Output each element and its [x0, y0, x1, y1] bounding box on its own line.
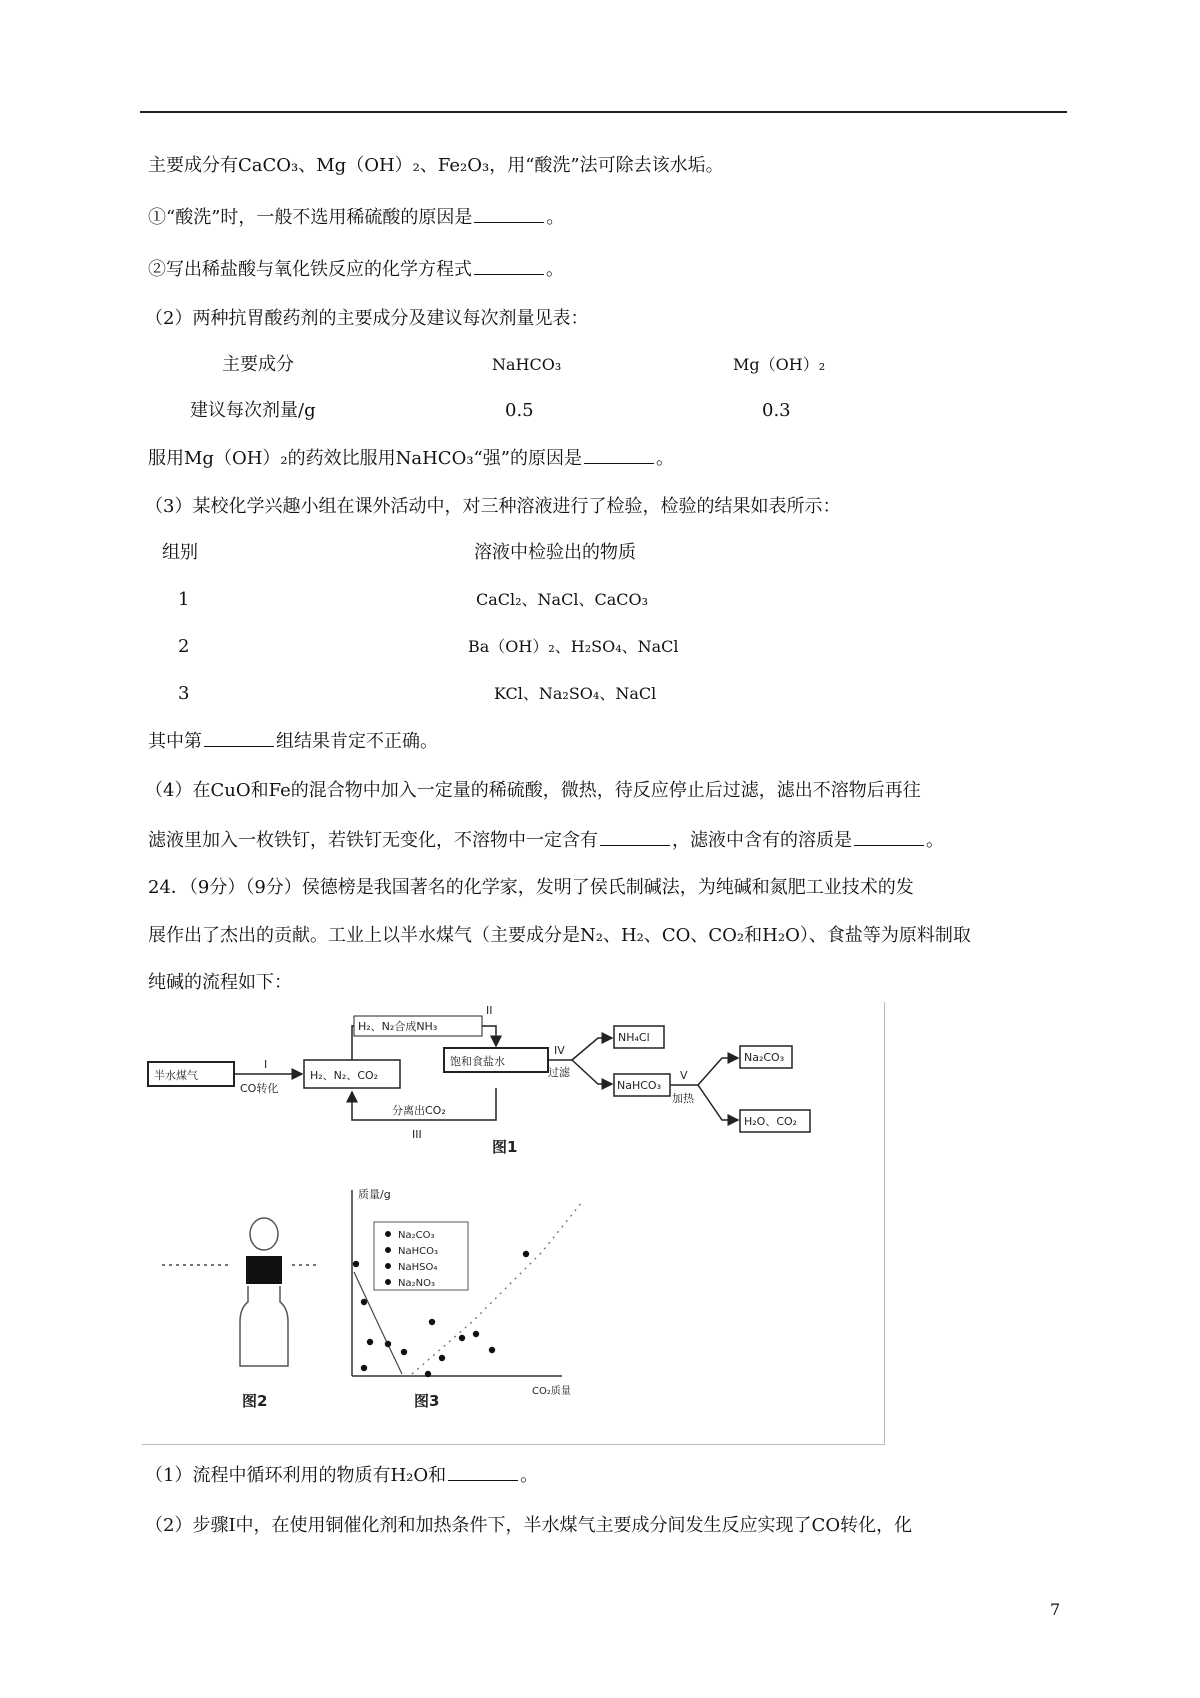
question-3-ask: 其中第 组结果肯定不正确。 [148, 731, 438, 752]
flow-step-5-label: 加热 [672, 1092, 694, 1105]
table2-group: 2 [178, 636, 190, 657]
flow-arrow [572, 1038, 612, 1060]
table1-header-2: NaHCO₃ [492, 355, 562, 374]
table2-substances: KCl、Na₂SO₄、NaCl [494, 684, 657, 703]
table2-substances: CaCl₂、NaCl、CaCO₃ [476, 590, 649, 609]
flow-box-gas-label: H₂、N₂、CO₂ [310, 1069, 379, 1082]
flow-arrow [698, 1085, 738, 1120]
answer-blank[interactable] [584, 447, 654, 464]
process-figure [142, 1002, 885, 1445]
question-2-ask: 服用Mg（OH）₂的药效比服用NaHCO₃“强”的原因是 。 [148, 448, 674, 469]
flow-box-synthesis-label: H₂、N₂合成NH₃ [358, 1020, 438, 1033]
apparatus-bottle [240, 1286, 288, 1366]
page-number: 7 [1050, 1600, 1061, 1619]
question-1-2: ②写出稀盐酸与氧化铁反应的化学方程式 。 [148, 259, 564, 280]
table1-header-3: Mg（OH）₂ [733, 355, 826, 374]
graph-x-label: CO₂质量 [532, 1386, 571, 1397]
graph-points [353, 1251, 529, 1377]
graph-point [523, 1251, 529, 1257]
table2-group: 1 [178, 589, 190, 610]
question-2: （2）两种抗胃酸药剂的主要成分及建议每次剂量见表： [145, 308, 589, 329]
question-24-line1: 24．（9分）（9分）侯德榜是我国著名的化学家，发明了侯氏制碱法，为纯碱和氮肥工业技术的发 [148, 877, 914, 898]
figure-1-caption: 图1 [492, 1138, 518, 1156]
question-4: （4）在CuO和Fe的混合物中加入一定量的稀硫酸，微热，待反应停止后过滤，滤出不溶物后再往 [145, 780, 921, 801]
graph-point [489, 1347, 495, 1353]
flow-step-1-label: CO转化 [240, 1082, 279, 1095]
graph-point [353, 1261, 359, 1267]
graph-point [361, 1299, 367, 1305]
answer-blank[interactable] [204, 730, 274, 747]
graph-y-label: 质量/g [358, 1188, 391, 1201]
table2-substances: Ba（OH）₂、H₂SO₄、NaCl [468, 637, 679, 656]
legend-entry: NaHCO₃ [398, 1246, 438, 1257]
apparatus-funnel [250, 1218, 278, 1250]
graph-point [361, 1365, 367, 1371]
legend-marker [385, 1247, 391, 1253]
legend-entry: Na₂NO₃ [398, 1278, 435, 1289]
table2-header-2: 溶液中检验出的物质 [474, 542, 636, 563]
legend-entry: NaHSO₄ [398, 1262, 438, 1273]
curve-rise [412, 1202, 582, 1374]
graph-point [429, 1319, 435, 1325]
figure-3-caption: 图3 [414, 1392, 440, 1410]
question-3: （3）某校化学兴趣小组在课外活动中，对三种溶液进行了检验，检验的结果如表所示： [145, 496, 841, 517]
table2-group: 3 [178, 683, 190, 704]
table1-value-1: 0.5 [505, 400, 534, 421]
flow-step-1: I [264, 1058, 268, 1071]
graph-point [459, 1335, 465, 1341]
question-24-line2: 展作出了杰出的贡献。工业上以半水煤气（主要成分是N₂、H₂、CO、CO₂和H₂O）、食盐等为原料制取 [148, 925, 971, 946]
flow-box-na2co3-label: Na₂CO₃ [744, 1051, 785, 1064]
figure-2-caption: 图2 [242, 1392, 268, 1410]
graph-point [385, 1341, 391, 1347]
question-1-1: ①“酸洗”时，一般不选用稀硫酸的原因是 。 [148, 207, 565, 228]
legend-marker [385, 1263, 391, 1269]
graph-point [473, 1331, 479, 1337]
flow-box-water-co2-label: H₂O、CO₂ [744, 1115, 798, 1128]
header-rule [140, 111, 1067, 113]
answer-blank[interactable] [854, 829, 924, 846]
flow-arrow [698, 1058, 738, 1085]
legend-entry: Na₂CO₃ [398, 1230, 435, 1241]
table1-value-2: 0.3 [762, 400, 791, 421]
table2-header-1: 组别 [162, 542, 198, 563]
answer-blank[interactable] [474, 206, 544, 223]
graph-point [425, 1371, 431, 1377]
answer-blank[interactable] [474, 258, 544, 275]
legend-marker [385, 1279, 391, 1285]
flow-step-4-label: 过滤 [548, 1066, 570, 1079]
graph-point [439, 1355, 445, 1361]
flow-box-brine-label: 饱和食盐水 [450, 1055, 505, 1068]
graph-point [367, 1339, 373, 1345]
flow-step-4: IV [554, 1044, 565, 1057]
flow-step-2: II [486, 1004, 493, 1017]
table1-row-label: 建议每次剂量/g [190, 400, 316, 421]
question-4-ask: 滤液里加入一枚铁钉，若铁钉无变化，不溶物中一定含有 ，滤液中含有的溶质是 。 [148, 830, 944, 851]
answer-blank[interactable] [600, 829, 670, 846]
flow-box-nahco3-label: NaHCO₃ [617, 1079, 661, 1092]
answer-blank[interactable] [448, 1464, 518, 1481]
text-line-1: 主要成分有CaCO₃、Mg（OH）₂、Fe₂O₃，用“酸洗”法可除去该水垢。 [148, 155, 724, 176]
sub-question-1: （1）流程中循环利用的物质有H₂O和 。 [145, 1465, 539, 1486]
graph-point [401, 1349, 407, 1355]
flow-box-separation-label: 分离出CO₂ [392, 1104, 446, 1117]
question-24-line3: 纯碱的流程如下： [148, 972, 292, 993]
flow-box-nh4cl-label: NH₄Cl [618, 1031, 650, 1044]
apparatus-stopper [246, 1256, 282, 1284]
flow-box-feed-label: 半水煤气 [154, 1069, 198, 1082]
flow-arrow [572, 1060, 612, 1084]
flow-step-3: III [412, 1128, 422, 1141]
curve-decline [354, 1272, 402, 1374]
table1-header-1: 主要成分 [222, 354, 294, 375]
flow-step-5: V [680, 1069, 688, 1082]
legend-marker [385, 1231, 391, 1237]
sub-question-2: （2）步骤Ⅰ中，在使用铜催化剂和加热条件下，半水煤气主要成分间发生反应实现了CO转化，化 [145, 1515, 913, 1536]
